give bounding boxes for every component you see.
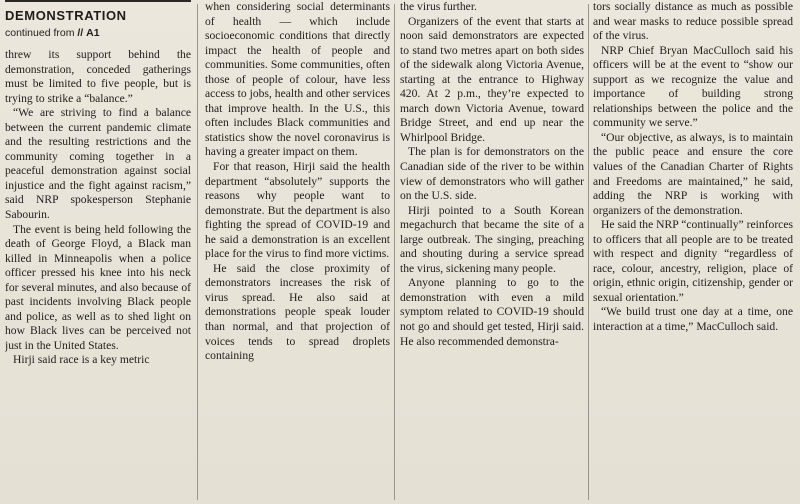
article-column-3 (400, 0, 584, 504)
article-paragraph: He said the close proximity of demonstrators increases the risk of virus spread. He also said at demonstrations people speak louder than normal, and that projection of voices tends to spread droplets containing (205, 261, 390, 363)
article-paragraph: tors socially distance as much as possible and wear masks to reduce possible spread of the virus. (593, 0, 793, 43)
article-column-2 (205, 0, 390, 504)
article-column-4 (593, 0, 793, 504)
article-paragraph: Anyone planning to go to the demonstration with even a mild symptom related to COVID-19 should not go and should get tested, Hirji said. He also recommended demonstra- (400, 276, 584, 348)
article-paragraph: Hirji said race is a key metric (13, 353, 150, 367)
article-paragraph: For that reason, Hirji said the health department “absolutely” supports the reasons why people want to demonstrate. But the department is also fighting the spread of COVID-19 and he said a demonstration is an excellent place for the virus to find more victims. (205, 160, 390, 261)
column-3-body (400, 0, 584, 349)
continued-from-line (5, 27, 191, 40)
column-4-body (593, 0, 793, 335)
jump-slash: // (77, 27, 84, 39)
article-paragraph: Hirji pointed to a South Korean megachurch that became the site of a large outbreak. The singing, preaching and shouting during a service spread the virus, sickening many people. (400, 203, 584, 275)
column-divider (197, 4, 198, 500)
article-paragraph: Organizers of the event that starts at noon said demonstrators are expected to stand two metres apart on both sides of the sidewalk along Victoria Avenue, starting at the entrance to Highway 420. At 2 p.m., they’re expected to march down Victoria Avenue, toward Bridge Street, and end up near the Whirlpool Bridge. (400, 14, 584, 144)
column-1-body (5, 48, 191, 368)
column-divider (394, 4, 395, 500)
column-2-body (205, 0, 390, 364)
jump-page-ref: A1 (86, 27, 100, 39)
article-paragraph: He said the NRP “continually” reinforces to officers that all people are to be treated with respect and dignity “regardless of race, colour, ancestry, religion, place of origin, ethnic origin, citizenship, gender or sexual orientation.” (593, 218, 793, 304)
header-rule (5, 0, 191, 2)
article-paragraph: “We build trust one day at a time, one interaction at a time,” MacCulloch said. (593, 305, 793, 334)
article-paragraph: NRP Chief Bryan MacCulloch said his officers will be at the event to “show our support as we recognize the value and importance of building strong relationships between the police and the community we serve.” (593, 43, 793, 130)
article-paragraph: the virus further. (400, 0, 477, 13)
continued-from-label: continued from (5, 27, 75, 39)
article-paragraph: The plan is for demonstrators on the Canadian side of the river to be within view of demonstrators who will gather on the U.S. side. (400, 145, 584, 203)
article-paragraph: threw its support behind the demonstration, conceded gatherings must be limited to five people, but is trying to strike a “balance.” (5, 48, 191, 105)
article-paragraph: “We are striving to find a balance between the current pandemic climate and the resulting restrictions and the community coming together in a peaceful demonstration against social injustice and the fight against racism,” said NRP spokesperson Stephanie Sabourin. (5, 106, 191, 222)
section-kicker: DEMONSTRATION (5, 8, 127, 23)
article-paragraph: “Our objective, as always, is to maintain the public peace and ensure the core values of the Canadian Charter of Rights and Freedoms are maintained,” he said, adding the NRP is working with organizers of the demonstration. (593, 130, 793, 217)
article-paragraph: The event is being held following the death of George Floyd, a Black man killed in Minneapolis when a police officer pressed his knee into his neck for several minutes, and also because of past incidents involving Black people and police, as well as to shed light on how Black lives can be perceived not just in the United States. (5, 222, 191, 352)
article-column-1 (5, 0, 191, 504)
column-divider (588, 4, 589, 500)
article-paragraph: when considering social determinants of health — which include socioeconomic conditions that directly impact the health of people and communities. Some communities, often those of people of colour, have less access to jobs, health and other services that improve health. In the U.S., this often includes Black communities and statistics show the novel coronavirus is having a greater impact on them. (205, 0, 390, 159)
